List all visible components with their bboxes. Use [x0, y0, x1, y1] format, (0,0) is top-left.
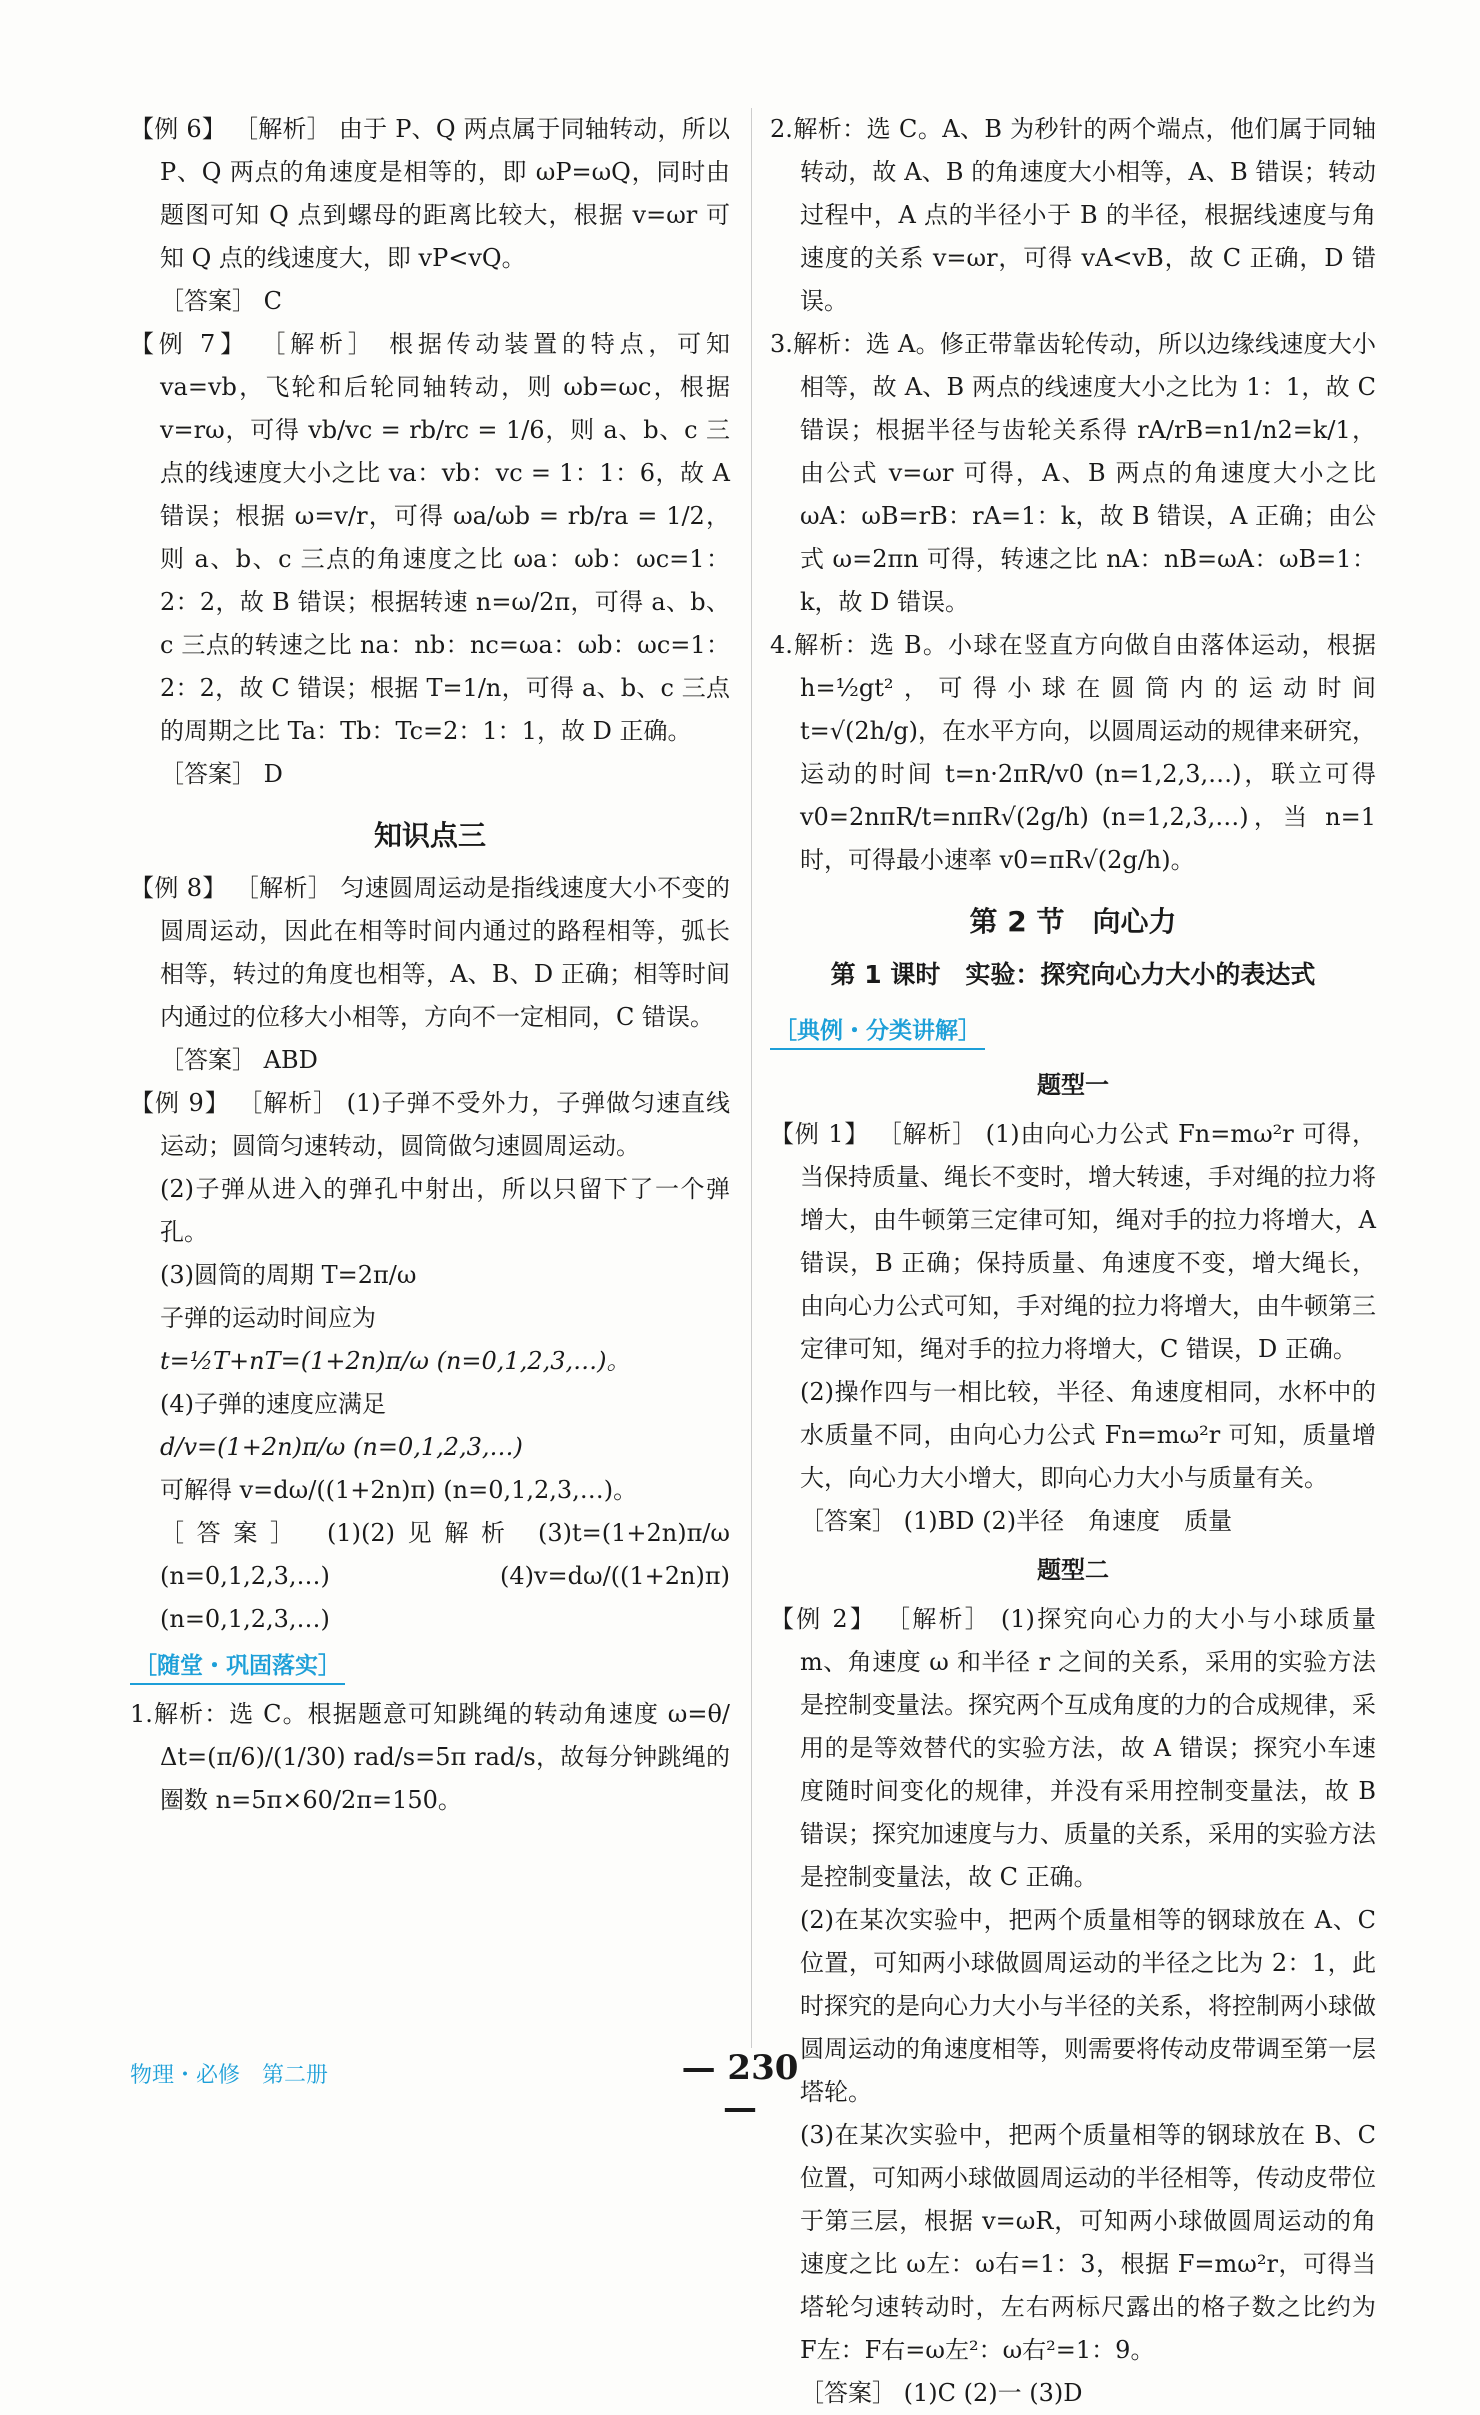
lesson-title: 第 1 课时 实验：探究向心力大小的表达式 — [830, 960, 1316, 989]
example-9-analysis: 【例 9】 ［解析］ (1)子弹不受外力，子弹做匀速直线运动；圆筒匀速转动，圆筒做匀速圆周运动。 — [130, 1089, 730, 1160]
example-7-answer: ［答案］ D — [160, 760, 283, 788]
section-title: 第 2 节 向心力 — [969, 905, 1177, 938]
example-7-analysis: 【例 7】 ［解析］ 根据传动装置的特点，可知 va=vb，飞轮和后轮同轴转动，则 ωb=ωc，根据 v=rω，可得 vb/vc = rb/rc = 1/6，则 a、b、c 三点的线速度大小之比 va：vb：vc = 1：1：6，故 A 错误；根据 ω=v/r，可得 ωa/ωb = rb/ra = 1/2，则 a、b、c 三点的角速度之比 ωa：ωb：ωc=1：2：2，故 B 错误；根据转速 n=ω/2π，可得 a、b、c 三点的转速之比 na：nb：nc=ωa：ωb：ωc=1：2：2，故 C 错误；根据 T=1/n，可得 a、b、c 三点的周期之比 Ta：Tb：Tc=2：1：1，故 D 正确。 — [130, 330, 730, 745]
practice-q4: 4.解析：选 B。小球在竖直方向做自由落体运动，根据 h=½gt²，可得小球在圆筒内的运动时间 t=√(2h/g)，在水平方向，以圆周运动的规律来研究，运动的时间 t=n·2πR/v0 (n=1,2,3,…)，联立可得 v0=2nπR/t=nπR√(2g/h) (n=1,2,3,…)，当 n=1 时，可得最小速率 v0=πR√(2g/h)。 — [770, 631, 1376, 874]
example-2-answer: ［答案］ (1)C (2)一 (3)D — [800, 2379, 1083, 2407]
knowledge-point-3-heading: 知识点三 — [373, 819, 486, 852]
practice-q3: 3.解析：选 A。修正带靠齿轮传动，所以边缘线速度大小相等，故 A、B 两点的线速度大小之比为 1：1，故 C 错误；根据半径与齿轮关系得 rA/rB=n1/n2=k/1，由公式 v=ωr 可得，A、B 两点的角速度大小之比 ωA：ωB=rB：rA=1：k，故 B 错误，A 正确；由公式 ω=2πn 可得，转速之比 nA：nB=ωA：ωB=1：k，故 D 错误。 — [770, 330, 1376, 616]
practice-q1: 1.解析：选 C。根据题意可知跳绳的转动角速度 ω=θ/Δt=(π/6)/(1/30) rad/s=5π rad/s，故每分钟跳绳的圈数 n=5π×60/2π=150。 — [130, 1700, 730, 1814]
left-column — [130, 108, 730, 1822]
example-2-part1: 【例 2】 ［解析］ (1)探究向心力的大小与小球质量 m、角速度 ω 和半径 r 之间的关系，采用的实验方法是控制变量法。探究两个互成角度的力的合成规律，采用的是等效替代的实验方法，故 A 错误；探究小车速度随时间变化的规律，并没有采用控制变量法，故 B 错误；探究加速度与力、质量的关系，采用的实验方法是控制变量法，故 C 正确。 — [770, 1605, 1376, 1891]
section-banner-examples: ［典例・分类讲解］ — [770, 1014, 985, 1050]
example-1-answer: ［答案］ (1)BD (2)半径 角速度 质量 — [800, 1507, 1233, 1535]
example-6-analysis: 【例 6】 ［解析］ 由于 P、Q 两点属于同轴转动，所以 P、Q 两点的角速度是相等的，即 ωP=ωQ，同时由题图可知 Q 点到螺母的距离比较大，根据 v=ωr 可知 Q 点的线速度大，即 vP<vQ。 — [130, 115, 730, 272]
column-divider — [751, 108, 752, 2048]
example-9-velocity-result: 可解得 v=dω/((1+2n)π) (n=0,1,2,3,…)。 — [160, 1476, 638, 1504]
example-9-answer: ［答案］ (1)(2)见解析 (3)t=(1+2n)π/ω (n=0,1,2,3,…) (4)v=dω/((1+2n)π) (n=0,1,2,3,…) — [160, 1519, 730, 1633]
example-2-part2: (2)在某次实验中，把两个质量相等的钢球放在 A、C 位置，可知两小球做圆周运动的半径之比为 2：1，此时探究的是向心力大小与半径的关系，将控制两小球做圆周运动的角速度相等，则需要将传动皮带调至第一层塔轮。 — [800, 1906, 1376, 2106]
example-6-answer: ［答案］ C — [160, 287, 282, 315]
example-9-velocity-condition: d/v=(1+2n)π/ω (n=0,1,2,3,…) — [160, 1433, 523, 1461]
example-1-part1: 【例 1】 ［解析］ (1)由向心力公式 Fn=mω²r 可得，当保持质量、绳长不变时，增大转速，手对绳的拉力将增大，由牛顿第三定律可知，绳对手的拉力将增大，A 错误，B 正确；保持质量、角速度不变，增大绳长，由向心力公式可知，手对绳的拉力将增大，由牛顿第三定律可知，绳对手的拉力将增大，C 错误，D 正确。 — [770, 1120, 1376, 1363]
right-column — [770, 108, 1376, 2415]
example-9-part3: (3)圆筒的周期 T=2π/ω — [160, 1261, 417, 1289]
book-title-footer: 物理・必修 第二册 — [130, 2063, 329, 2088]
example-9-time-formula: t=½T+nT=(1+2n)π/ω (n=0,1,2,3,…)。 — [160, 1347, 631, 1375]
example-9-part2: (2)子弹从进入的弹孔中射出，所以只留下了一个弹孔。 — [160, 1175, 730, 1246]
section-banner-practice: ［随堂・巩固落实］ — [130, 1649, 345, 1685]
page-number: — 230 — — [681, 2048, 799, 2128]
practice-q2: 2.解析：选 C。A、B 为秒针的两个端点，他们属于同轴转动，故 A、B 的角速度大小相等，A、B 错误；转动过程中，A 点的半径小于 B 的半径，根据线速度与角速度的关系 v=ωr，可得 vA<vB，故 C 正确，D 错误。 — [770, 115, 1376, 315]
example-8-analysis: 【例 8】 ［解析］ 匀速圆周运动是指线速度大小不变的圆周运动，因此在相等时间内通过的路程相等，弧长相等，转过的角度也相等，A、B、D 正确；相等时间内通过的位移大小相等，方向不一定相同，C 错误。 — [130, 874, 730, 1031]
type-1-heading: 题型一 — [1037, 1071, 1109, 1099]
example-1-part2: (2)操作四与一相比较，半径、角速度相同，水杯中的水质量不同，由向心力公式 Fn=mω²r 可知，质量增大，向心力大小增大，即向心力大小与质量有关。 — [800, 1378, 1376, 1492]
example-8-answer: ［答案］ ABD — [160, 1046, 318, 1074]
type-2-heading: 题型二 — [1037, 1556, 1109, 1584]
example-9-part4: (4)子弹的速度应满足 — [160, 1390, 386, 1418]
example-9-time-intro: 子弹的运动时间应为 — [160, 1304, 376, 1332]
example-2-part3: (3)在某次实验中，把两个质量相等的钢球放在 B、C 位置，可知两小球做圆周运动的半径相等，传动皮带位于第三层，根据 v=ωR，可知两小球做圆周运动的角速度之比 ω左：ω右=1：3，根据 F=mω²r，可得当塔轮匀速转动时，左右两标尺露出的格子数之比约为 F左：F右=ω左²：ω右²=1：9。 — [800, 2121, 1376, 2364]
